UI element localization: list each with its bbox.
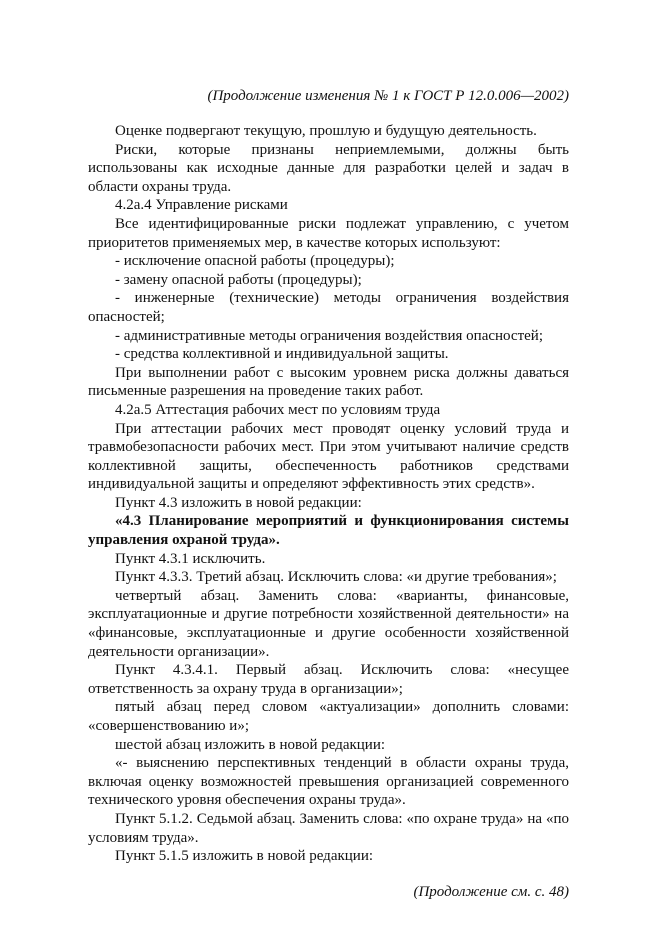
paragraph: «4.3 Планирование мероприятий и функционирования системы управления охраной труда». (88, 513, 569, 549)
paragraph: Пункт 5.1.2. Седьмой абзац. Заменить слова: «по охране труда» на «по условиям труда». (88, 810, 569, 846)
paragraph: Пункт 4.3 изложить в новой редакции: (115, 494, 362, 511)
paragraph: - замену опасной работы (процедуры); (115, 271, 362, 288)
paragraph: - административные методы ограничения воздействия опасностей; (115, 327, 543, 344)
paragraph: 4.2a.4 Управление рисками (115, 197, 288, 214)
paragraph: шестой абзац изложить в новой редакции: (115, 736, 386, 753)
paragraph: - средства коллективной и индивидуальной защиты. (115, 346, 449, 363)
paragraph: Риски, которые признаны неприемлемыми, должны быть использованы как исходные данные для разработки целей и задач в области охраны труда. (88, 141, 569, 195)
paragraph: Оценке подвергают текущую, прошлую и будущую деятельность. (115, 123, 537, 139)
paragraph: пятый абзац перед словом «актуализации» дополнить словами: «совершенствованию и»; (88, 699, 569, 734)
paragraph: Пункт 4.3.1 исключить. (115, 550, 266, 567)
paragraph: Пункт 4.3.4.1. Первый абзац. Исключить слова: «несущее ответственность за охрану труда в организации»; (88, 662, 569, 697)
paragraph: Пункт 4.3.3. Третий абзац. Исключить слова: «и другие требования»; (115, 569, 557, 586)
paragraph: При аттестации рабочих мест проводят оценку условий труда и травмобезопасности рабочих мест. При этом учитывают наличие средств коллективной защиты, обеспеченность работников средствами индивидуальной защиты и определяют эффективность этих средств». (88, 420, 569, 493)
document-body (88, 122, 569, 866)
paragraph: - инженерные (технические) методы ограничения воздействия опасностей; (88, 290, 569, 325)
paragraph: При выполнении работ с высоким уровнем риска должны даваться письменные разрешения на проведение таких работ. (88, 364, 569, 400)
paragraph: четвертый абзац. Заменить слова: «варианты, финансовые, эксплуатационные и другие потребности хозяйственной деятельности» на «финансовые, эксплуатационные и другие особенности хозяйственной деятельности организации». (88, 587, 569, 660)
paragraph: Пункт 5.1.5 изложить в новой редакции: (115, 848, 374, 865)
page-header: (Продолжение изменения № 1 к ГОСТ Р 12.0.006—2002) (207, 88, 569, 104)
paragraph: 4.2a.5 Аттестация рабочих мест по условиям труда (115, 401, 441, 418)
paragraph: «- выяснению перспективных тенденций в области охраны труда, включая оценку возможностей превышения организацией современного технического уровня обеспечения охраны труда». (88, 755, 569, 809)
page-footer: (Продолжение см. с. 48) (413, 883, 569, 900)
paragraph: Все идентифицированные риски подлежат управлению, с учетом приоритетов применяемых мер, в качестве которых используют: (88, 215, 569, 251)
paragraph: - исключение опасной работы (процедуры); (115, 253, 395, 270)
document-page (88, 86, 569, 902)
